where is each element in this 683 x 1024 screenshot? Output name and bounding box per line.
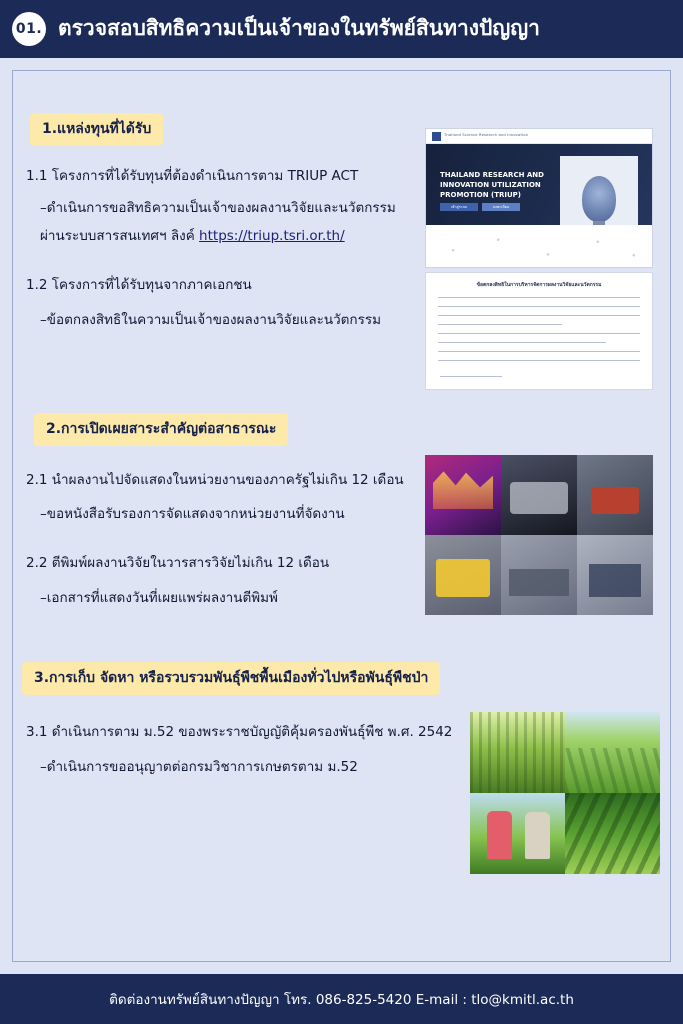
doc-line xyxy=(438,360,640,361)
triup-hero xyxy=(426,144,652,225)
expo-photo-1 xyxy=(425,455,501,535)
section-2-item-2-1-detail: –ขอหนังสือรับรองการจัดแสดงจากหน่วยงานที่จัดงาน xyxy=(40,506,345,522)
footer-bar xyxy=(0,974,683,1024)
header-bar xyxy=(0,0,683,58)
triup-logo-icon xyxy=(432,132,441,141)
section-2-item-2-2-detail: –เอกสารที่แสดงวันที่เผยแพร่ผลงานตีพิมพ์ xyxy=(40,590,278,606)
header-step-badge: 01. xyxy=(12,12,46,46)
link-prefix-label: ผ่านระบบสารสนเทศฯ ลิงค์ xyxy=(40,228,200,244)
doc-line xyxy=(438,297,640,298)
agriculture-photo-2 xyxy=(565,712,660,793)
contact-info: ติดต่องานทรัพย์สินทางปัญญา โทร. 086-825-5420 E-mail : tlo@kmitl.ac.th xyxy=(109,992,574,1008)
triup-system-link[interactable]: https://triup.tsri.or.th/ xyxy=(199,228,345,244)
doc-line xyxy=(438,306,640,307)
plant-variety-photo-collage xyxy=(470,712,660,874)
agriculture-photo-3 xyxy=(470,793,565,874)
section-1-item-1-1-detail: –ดำเนินการขอสิทธิความเป็นเจ้าของผลงานวิจัยและนวัตกรรม xyxy=(40,200,396,216)
expo-photo-3 xyxy=(577,455,653,535)
section-1-item-1-2-detail: –ข้อตกลงสิทธิในความเป็นเจ้าของผลงานวิจัยและนวัตกรรม xyxy=(40,312,381,328)
section-2-item-2-2: 2.2 ตีพิมพ์ผลงานวิจัยในวารสารวิจัยไม่เกิน 12 เดือน xyxy=(26,555,330,571)
expo-photo-6 xyxy=(577,535,653,615)
doc-line xyxy=(438,342,606,343)
triup-topbar xyxy=(426,129,652,144)
doc-line xyxy=(438,333,640,334)
section-1-item-1-1: 1.1 โครงการที่ได้รับทุนที่ต้องดำเนินการตาม TRIUP ACT xyxy=(26,168,359,184)
ownership-agreement-document xyxy=(425,272,653,390)
section-1-heading: 1.แหล่งทุนที่ได้รับ xyxy=(30,113,163,146)
section-2-item-2-1: 2.1 นำผลงานไปจัดแสดงในหน่วยงานของภาครัฐไม่เกิน 12 เดือน xyxy=(26,472,404,488)
section-3-heading: 3.การเก็บ จัดหา หรือรวบรวมพันธุ์พืชพื้นเมืองทั่วไปหรือพันธุ์พืชป่า xyxy=(22,662,440,695)
expo-photo-4 xyxy=(425,535,501,615)
section-1-item-1-1-link-line xyxy=(40,226,345,247)
expo-photo-2 xyxy=(501,455,577,535)
agriculture-photo-1 xyxy=(470,712,565,793)
agreement-title: ข้อตกลงสิทธิในการบริหารจัดการผลงานวิจัยและนวัตกรรม xyxy=(476,282,602,288)
triup-website-screenshot xyxy=(425,128,653,268)
expo-photo-5 xyxy=(501,535,577,615)
triup-hero-title: THAILAND RESEARCH AND INNOVATION UTILIZATION PROMOTION (TRIUP) xyxy=(440,171,544,200)
doc-signature-line xyxy=(440,376,502,377)
triup-dot-pattern xyxy=(426,225,652,267)
agriculture-photo-4 xyxy=(565,793,660,874)
innovation-expo-photo-collage xyxy=(425,455,653,615)
triup-register-button[interactable]: ลงทะเบียน xyxy=(482,203,520,211)
triup-login-button[interactable]: เข้าสู่ระบบ xyxy=(440,203,478,211)
page-title: ตรวจสอบสิทธิความเป็นเจ้าของในทรัพย์สินทางปัญญา xyxy=(58,16,540,41)
doc-line xyxy=(438,324,562,325)
section-2-heading: 2.การเปิดเผยสาระสำคัญต่อสาธารณะ xyxy=(34,413,288,446)
section-1-item-1-2: 1.2 โครงการที่ได้รับทุนจากภาคเอกชน xyxy=(26,277,252,293)
triup-footer-area xyxy=(426,225,652,267)
section-3-item-3-1-detail: –ดำเนินการขออนุญาตต่อกรมวิชาการเกษตรตาม ม.52 xyxy=(40,759,358,775)
lightbulb-icon xyxy=(582,176,616,222)
section-3-item-3-1: 3.1 ดำเนินการตาม ม.52 ของพระราชบัญญัติคุ้มครองพันธุ์พืช พ.ศ. 2542 xyxy=(26,724,453,740)
triup-logo-text: Thailand Science Research and Innovation xyxy=(444,133,529,137)
doc-line xyxy=(438,351,640,352)
doc-line xyxy=(438,315,640,316)
